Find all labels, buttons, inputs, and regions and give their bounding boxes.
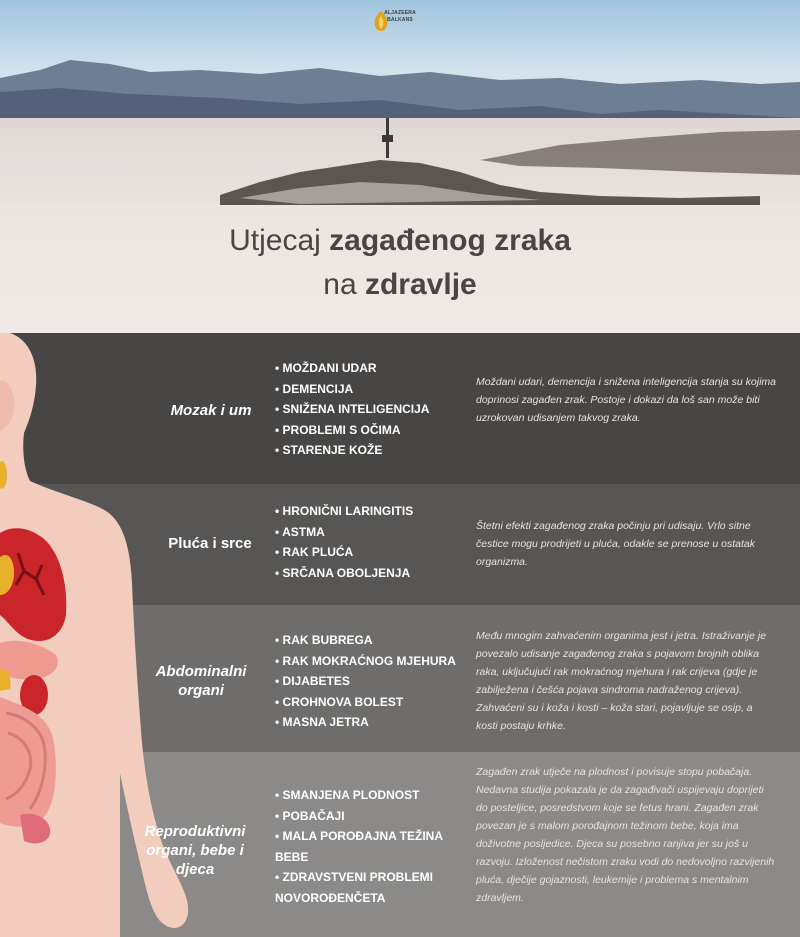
condition-list-brain <box>275 358 429 461</box>
list-item: • DEMENCIJA <box>275 379 429 400</box>
aljazeera-emblem-icon <box>370 10 392 36</box>
list-item: • MALA POROĐAJNA TEŽINA BEBE <box>275 826 455 867</box>
list-item: • MASNA JETRA <box>275 712 456 733</box>
list-item: • ASTMA <box>275 522 413 543</box>
list-item: • RAK MOKRAĆNOG MJEHURA <box>275 651 456 672</box>
logo-text-line1: ALJAZEERA <box>384 10 416 16</box>
list-item: • CROHNOVA BOLEST <box>275 692 456 713</box>
category-reproductive: Reproduktivni organi, bebe i djeca <box>144 823 246 878</box>
aljazeera-logo <box>370 10 430 24</box>
list-item: • ZDRAVSTVENI PROBLEMI NOVOROĐENČETA <box>275 867 455 908</box>
list-item: • SNIŽENA INTELIGENCIJA <box>275 399 429 420</box>
list-item: • POBAČAJI <box>275 806 455 827</box>
list-item: • HRONIČNI LARINGITIS <box>275 501 413 522</box>
description-lungs-heart: Štetni efekti zagađenog zraka počinju pri udisaju. Vrlo sitne čestice mogu prodrijeti u pluća, odakle se prenose u ostatak organizma. <box>476 520 755 568</box>
list-item: • MOŽDANI UDAR <box>275 358 429 379</box>
list-item: • SRČANA OBOLJENJA <box>275 563 413 584</box>
category-lungs-heart: Pluća i srce <box>168 535 252 552</box>
condition-list-reproductive <box>275 785 455 908</box>
list-item: • DIJABETES <box>275 671 456 692</box>
list-item: • RAK BUBREGA <box>275 630 456 651</box>
page-title-line2: na zdravlje <box>323 268 477 301</box>
list-item: • STARENJE KOŽE <box>275 440 429 461</box>
list-item: • SMANJENA PLODNOST <box>275 785 455 806</box>
logo-text-line2: BALKANS <box>387 17 413 23</box>
description-brain: Moždani udari, demencija i snižena inteligencija stanja su kojima doprinosi zagađen zrak. Postoje i dokazi da loš san može biti uzrokovan udisanjem takvog zraka. <box>476 376 776 424</box>
description-reproductive: Zagađen zrak utječe na plodnost i povisuje stopu pobačaja. Nedavna studija pokazala je da zagađivači uspijevaju doprijeti do posteljice, posredstvom koje se fetus hrani. Zagađen zrak povezan je s malom porođajnom težinom bebe, koja ima doživotne posljedice. Djeca su posebno ranjiva jer su još u razvoju. Izloženost nečistom zraku vodi do nedovoljno razvijenih pluća, dječije gojaznosti, leukemije i problema s mentalnim zdravljem. <box>476 766 775 904</box>
list-item: • RAK PLUĆA <box>275 542 413 563</box>
category-abdominal: Abdominalni organi <box>155 663 247 699</box>
condition-list-lungs-heart <box>275 501 413 583</box>
category-brain: Mozak i um <box>170 402 252 419</box>
condition-list-abdominal <box>275 630 456 733</box>
hero-banner <box>0 0 800 333</box>
list-item: • PROBLEMI S OČIMA <box>275 420 429 441</box>
page-title-line1: Utjecaj zagađenog zraka <box>229 224 571 257</box>
description-abdominal: Među mnogim zahvaćenim organima jest i jetra. Istraživanje je povezalo udisanje zagađenog zraka s pojavom brojnih oblika raka, uključujući rak mokraćnog mjehura i rak crijeva (gdje je zabilježena i češća pojava sindroma nadraženog crijeva). Zahvaćeni su i koža i kosti – koža stari, pojavljuje se osip, a kosti postaju krhke. <box>476 630 767 732</box>
